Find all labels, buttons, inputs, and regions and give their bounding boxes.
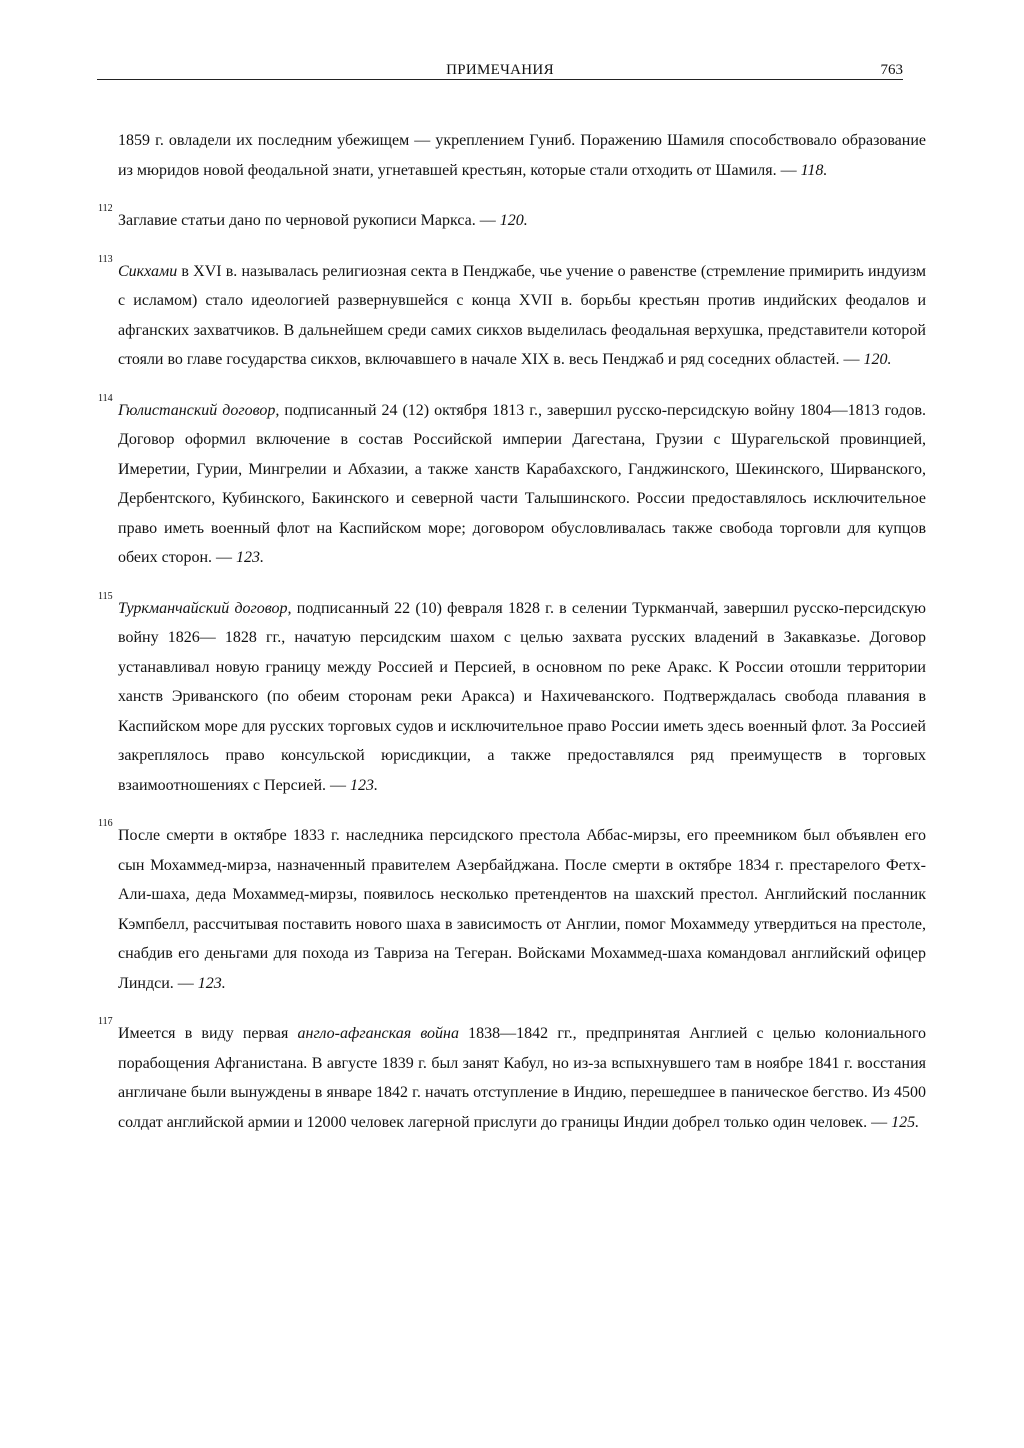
note-text: подписанный 22 (10) февраля 1828 г. в селении Туркманчай, завершил русско-персидскую войну 1826— 1828 гг., начатую персидским шахом с целью захвата русских владений в Закавказье. Договор устанавливал новую границу между Россией и Персией, в основном по реке Аракс. К России отошли территории ханств Эриванского (по обеим сторонам реки Аракса) и Нахичеванского. Подтверждалась свобода плавания в Каспийском море для русских торговых судов и исключительное право России иметь здесь военный флот. За Россией закреплялось право консульской юрисдикции, а также предоставлялся ряд преимуществ в торговых взаимоотношениях с Персией. — xyxy=(118,599,927,794)
note-term: Гюлистанский договор, xyxy=(118,401,280,419)
note-text: 1859 г. овладели их последним убежищем — укреплением Гуниб. Поражению Шамиля способствовало образование из мюридов новой феодальной знати, угнетавшей крестьян, которые стали отходить от Шамиля. — xyxy=(118,132,926,179)
notes-body xyxy=(98,126,927,1137)
page-reference: 123. xyxy=(197,974,226,992)
note-116 xyxy=(98,818,926,998)
note-lead: Имеется в виду первая xyxy=(118,1025,298,1042)
note-114 xyxy=(98,392,926,573)
note-112 xyxy=(98,203,926,236)
note-text: 1838—1842 гг., предпринятая Англией с целью колониального порабощения Афганистана. В августе 1839 г. был занят Кабул, но из-за вспыхнувшего там в ноябре 1841 г. восстания англичане были вынуждены в январе 1842 г. начать отступление в Индию, перешедшее в паническое бегство. Из 4500 солдат английской армии и 12000 человек лагерной прислуги до границы Индии добрел только один человек. — xyxy=(118,1025,927,1131)
page-reference: 125. xyxy=(891,1113,920,1131)
note-text: Заглавие статьи дано по черновой рукописи Маркса. — xyxy=(118,212,500,229)
note-number: 114 xyxy=(98,392,113,404)
note-term: Сикхами xyxy=(118,262,178,280)
note-113 xyxy=(98,253,926,375)
page-reference: 120. xyxy=(499,212,528,229)
note-number: 113 xyxy=(98,253,113,265)
page-reference: 118. xyxy=(800,161,828,179)
page-number: 763 xyxy=(880,62,903,78)
note-number: 116 xyxy=(98,818,113,829)
note-text: подписанный 24 (12) октября 1813 г., завершил русско-персидскую войну 1804—1813 годов. Договор оформил включение в состав Российской империи Дагестана, Грузии с Шурагельской провинцией, Имеретии, Гурии, Мингрелии и Абхазии, а также ханств Карабахского, Ганджинского, Шекинского, Ширванского, Дербентского, Кубинского, Бакинского и северной части Талышинского. России предоставлялось исключительное право иметь военный флот на Каспийском море; договором обусловливалась также свобода торговли для купцов обеих сторон. — xyxy=(118,401,926,566)
note-115 xyxy=(98,590,927,801)
note-term: англо-афганская война xyxy=(297,1025,459,1042)
page-reference: 123. xyxy=(236,549,265,566)
page-reference: 120. xyxy=(863,351,892,368)
note-text: После смерти в октябре 1833 г. наследника персидского престола Аббас-мирзы, его преемником был объявлен его сын Мохаммед-мирза, назначенный правителем Азербайджана. После смерти в октябре 1834 г. престарелого Фетх-Али-шаха, деда Мохаммед-мирзы, появилось несколько претендентов на шахский престол. Английский посланник Кэмпбелл, рассчитывая поставить нового шаха в зависимость от Англии, помог Мохаммеду утвердиться на престоле, снабдив его деньгами для похода из Тавриза на Тегеран. Войсками Мохаммед-шаха командовал английский офицер Линдси. — xyxy=(118,827,926,992)
note-number: 117 xyxy=(98,1016,113,1027)
note-term: Туркманчайский договор, xyxy=(118,599,292,617)
note-continuation xyxy=(118,126,926,185)
page-header xyxy=(97,62,903,80)
note-117 xyxy=(98,1016,927,1137)
running-title: ПРИМЕЧАНИЯ xyxy=(446,62,554,78)
note-number: 112 xyxy=(98,203,113,214)
note-number: 115 xyxy=(98,590,113,602)
note-text: в XVI в. называлась религиозная секта в Пенджабе, чье учение о равенстве (стремление примирить индуизм с исламом) стало идеологией развернувшейся с конца XVII в. борьбы крестьян против индийских феодалов и афганских захватчиков. В дальнейшем среди самих сикхов выделилась феодальная верхушка, представители которой стояли во главе государства сикхов, включавшего в начале XIX в. весь Пенджаб и ряд соседних областей. — xyxy=(118,262,926,368)
page-reference: 123. xyxy=(350,776,378,794)
